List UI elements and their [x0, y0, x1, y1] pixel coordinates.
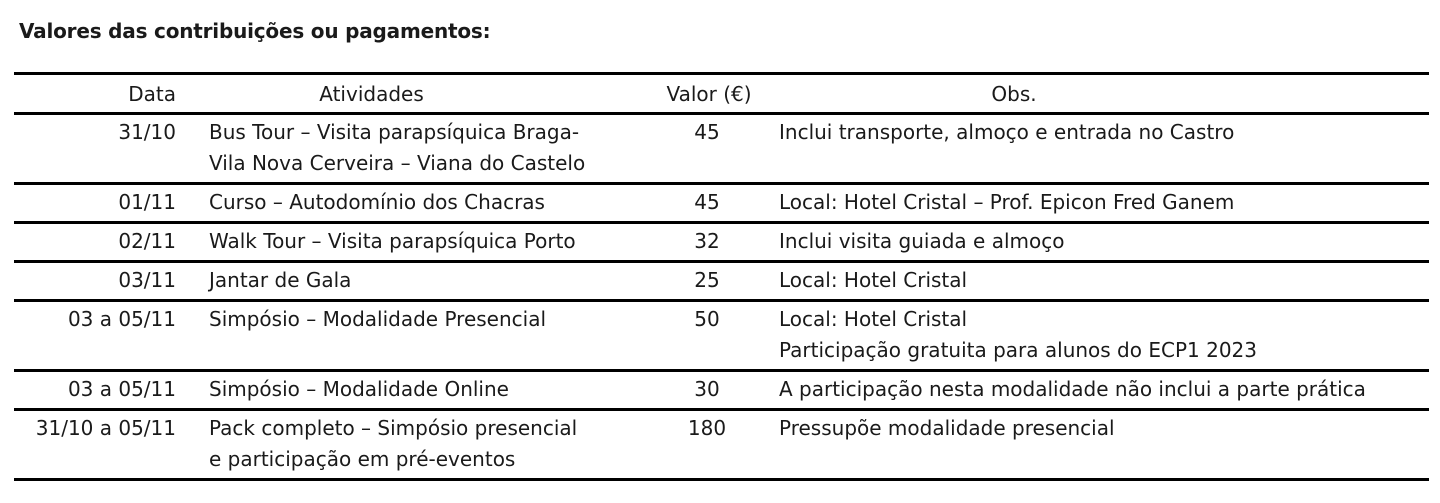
- obs-line: Local: Hotel Cristal: [779, 307, 968, 331]
- obs-line: Participação gratuita para alunos do ECP1 2023: [779, 338, 1257, 362]
- cell-activity: [184, 301, 639, 371]
- cell-value: 45: [694, 190, 720, 214]
- cell-obs: [779, 410, 1429, 480]
- table-row: [14, 223, 1429, 262]
- cell-activity: [184, 262, 639, 301]
- cell-date: 01/11: [118, 190, 176, 214]
- activity-line: Jantar de Gala: [209, 268, 352, 292]
- cell-value: 50: [694, 307, 720, 331]
- obs-line: Inclui transporte, almoço e entrada no Castro: [779, 120, 1235, 144]
- activity-line: e participação em pré-eventos: [209, 447, 516, 471]
- cell-value: 45: [694, 120, 720, 144]
- cell-date: 03 a 05/11: [67, 377, 176, 401]
- obs-line: Local: Hotel Cristal: [779, 268, 968, 292]
- activity-line: Pack completo – Simpósio presencial: [209, 416, 578, 440]
- cell-activity: [184, 184, 639, 223]
- cell-obs: [779, 114, 1429, 184]
- cell-value: 30: [694, 377, 720, 401]
- cell-obs: [779, 371, 1429, 410]
- obs-line: A participação nesta modalidade não inclui a parte prática: [779, 377, 1366, 401]
- cell-date: 31/10: [118, 120, 176, 144]
- cell-value: 32: [694, 229, 720, 253]
- header-activity: Atividades: [319, 81, 424, 106]
- cell-activity: [184, 114, 639, 184]
- payments-table: [14, 72, 1429, 481]
- table-row: [14, 371, 1429, 410]
- obs-line: Inclui visita guiada e almoço: [779, 229, 1065, 253]
- cell-date: 02/11: [118, 229, 176, 253]
- table-row: [14, 114, 1429, 184]
- activity-line: Simpósio – Modalidade Presencial: [209, 307, 547, 331]
- activity-line: Walk Tour – Visita parapsíquica Porto: [209, 229, 576, 253]
- cell-date: 03/11: [118, 268, 176, 292]
- cell-obs: [779, 184, 1429, 223]
- table-row: [14, 184, 1429, 223]
- obs-line: Local: Hotel Cristal – Prof. Epicon Fred Ganem: [779, 190, 1235, 214]
- obs-line: Pressupõe modalidade presencial: [779, 416, 1115, 440]
- header-obs: Obs.: [991, 81, 1037, 106]
- cell-obs: [779, 301, 1429, 371]
- page-title: Valores das contribuições ou pagamentos:: [19, 19, 491, 43]
- header-value: Valor (€): [666, 81, 752, 106]
- cell-value: 180: [687, 416, 727, 440]
- table-row: [14, 262, 1429, 301]
- cell-activity: [184, 223, 639, 262]
- activity-line: Curso – Autodomínio dos Chacras: [209, 190, 545, 214]
- table-header-row: [14, 74, 1429, 114]
- cell-activity: [184, 410, 639, 480]
- cell-activity: [184, 371, 639, 410]
- cell-obs: [779, 262, 1429, 301]
- cell-value: 25: [694, 268, 720, 292]
- header-date: Data: [128, 81, 176, 106]
- cell-date: 31/10 a 05/11: [35, 416, 176, 440]
- activity-line: Vila Nova Cerveira – Viana do Castelo: [209, 151, 586, 175]
- cell-obs: [779, 223, 1429, 262]
- cell-date: 03 a 05/11: [67, 307, 176, 331]
- activity-line: Simpósio – Modalidade Online: [209, 377, 509, 401]
- table-row: [14, 410, 1429, 480]
- table-row: [14, 301, 1429, 371]
- activity-line: Bus Tour – Visita parapsíquica Braga-: [209, 120, 580, 144]
